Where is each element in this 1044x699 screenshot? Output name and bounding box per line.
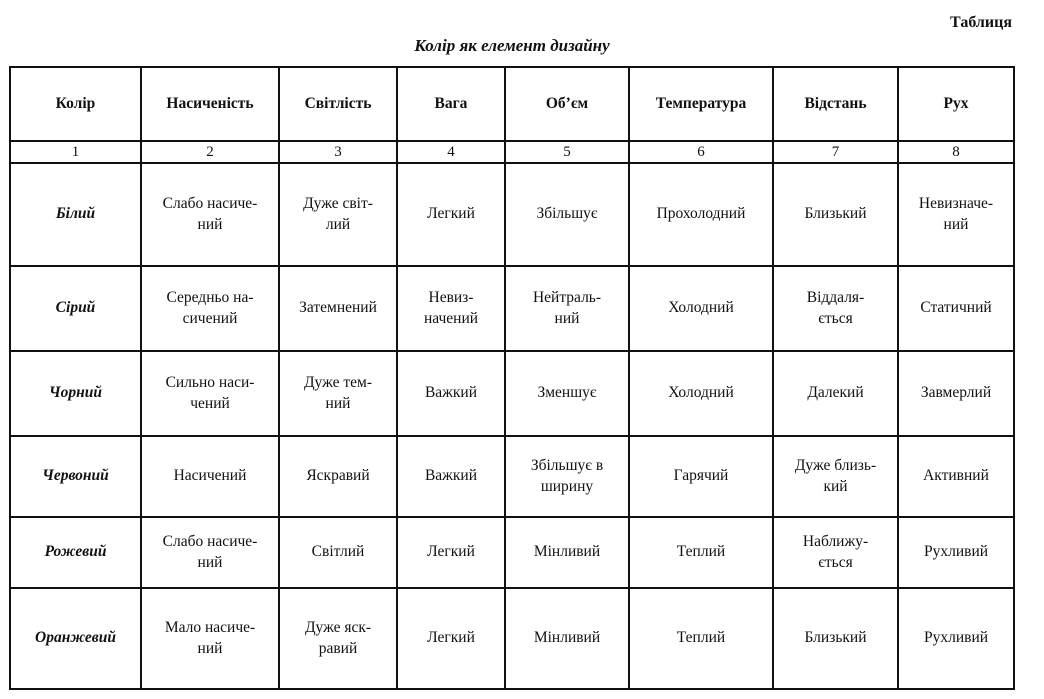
column-header: Рух (898, 67, 1014, 141)
table-cell: Зменшує (505, 351, 629, 436)
table-cell: Наближу- ється (773, 517, 898, 588)
table-body (10, 163, 1014, 689)
table-cell: Слабо насиче- ний (141, 163, 279, 266)
column-header: Вага (397, 67, 505, 141)
table-cell: Дуже світ- лий (279, 163, 397, 266)
table-cell: Слабо насиче- ний (141, 517, 279, 588)
color-name-cell: Білий (10, 163, 141, 266)
table-row (10, 517, 1014, 588)
table-cell: Теплий (629, 517, 773, 588)
table-row (10, 351, 1014, 436)
table-cell: Середньо на- сичений (141, 266, 279, 351)
table-row (10, 266, 1014, 351)
color-design-table (9, 66, 1015, 690)
table-cell: Холодний (629, 266, 773, 351)
table-cell: Затемнений (279, 266, 397, 351)
table-cell: Сильно наси- чений (141, 351, 279, 436)
table-cell: Нейтраль- ний (505, 266, 629, 351)
table-row (10, 588, 1014, 689)
column-header: Світлість (279, 67, 397, 141)
table-cell: Світлий (279, 517, 397, 588)
table-cell: Далекий (773, 351, 898, 436)
table-cell: Близький (773, 163, 898, 266)
table-cell: Дуже яск- равий (279, 588, 397, 689)
table-cell: Легкий (397, 517, 505, 588)
table-cell: Невизначе- ний (898, 163, 1014, 266)
table-cell: Мінливий (505, 588, 629, 689)
column-number-row (10, 141, 1014, 163)
color-name-cell: Рожевий (10, 517, 141, 588)
color-name-cell: Чорний (10, 351, 141, 436)
column-number: 6 (629, 141, 773, 163)
table-cell: Яскравий (279, 436, 397, 517)
table-cell: Близький (773, 588, 898, 689)
table-title: Колір як елемент дизайну (414, 36, 610, 55)
column-number: 5 (505, 141, 629, 163)
table-cell: Важкий (397, 436, 505, 517)
column-number: 2 (141, 141, 279, 163)
table-label: Таблиця (950, 14, 1012, 31)
table-cell: Рухливий (898, 588, 1014, 689)
column-number: 4 (397, 141, 505, 163)
column-number: 7 (773, 141, 898, 163)
column-number: 3 (279, 141, 397, 163)
color-name-cell: Червоний (10, 436, 141, 517)
table-cell: Рухливий (898, 517, 1014, 588)
column-number: 8 (898, 141, 1014, 163)
column-header: Відстань (773, 67, 898, 141)
column-header: Об’єм (505, 67, 629, 141)
table-row (10, 436, 1014, 517)
table-cell: Гарячий (629, 436, 773, 517)
table-row (10, 163, 1014, 266)
color-name-cell: Сірий (10, 266, 141, 351)
table-cell: Мало насиче- ний (141, 588, 279, 689)
table-cell: Насичений (141, 436, 279, 517)
table-cell: Холодний (629, 351, 773, 436)
table-cell: Збільшує (505, 163, 629, 266)
header-row (10, 67, 1014, 141)
table-cell: Теплий (629, 588, 773, 689)
table-cell: Прохолодний (629, 163, 773, 266)
column-header: Колір (10, 67, 141, 141)
table-cell: Мінливий (505, 517, 629, 588)
table-cell: Статичний (898, 266, 1014, 351)
table-cell: Дуже тем- ний (279, 351, 397, 436)
table-cell: Легкий (397, 163, 505, 266)
table-cell: Дуже близь- кий (773, 436, 898, 517)
color-name-cell: Оранжевий (10, 588, 141, 689)
table-cell: Збільшує в ширину (505, 436, 629, 517)
table-cell: Невиз- начений (397, 266, 505, 351)
table-cell: Віддаля- ється (773, 266, 898, 351)
column-number: 1 (10, 141, 141, 163)
table-cell: Активний (898, 436, 1014, 517)
table-cell: Важкий (397, 351, 505, 436)
table-cell: Завмерлий (898, 351, 1014, 436)
column-header: Температура (629, 67, 773, 141)
column-header: Насиченість (141, 67, 279, 141)
table-cell: Легкий (397, 588, 505, 689)
